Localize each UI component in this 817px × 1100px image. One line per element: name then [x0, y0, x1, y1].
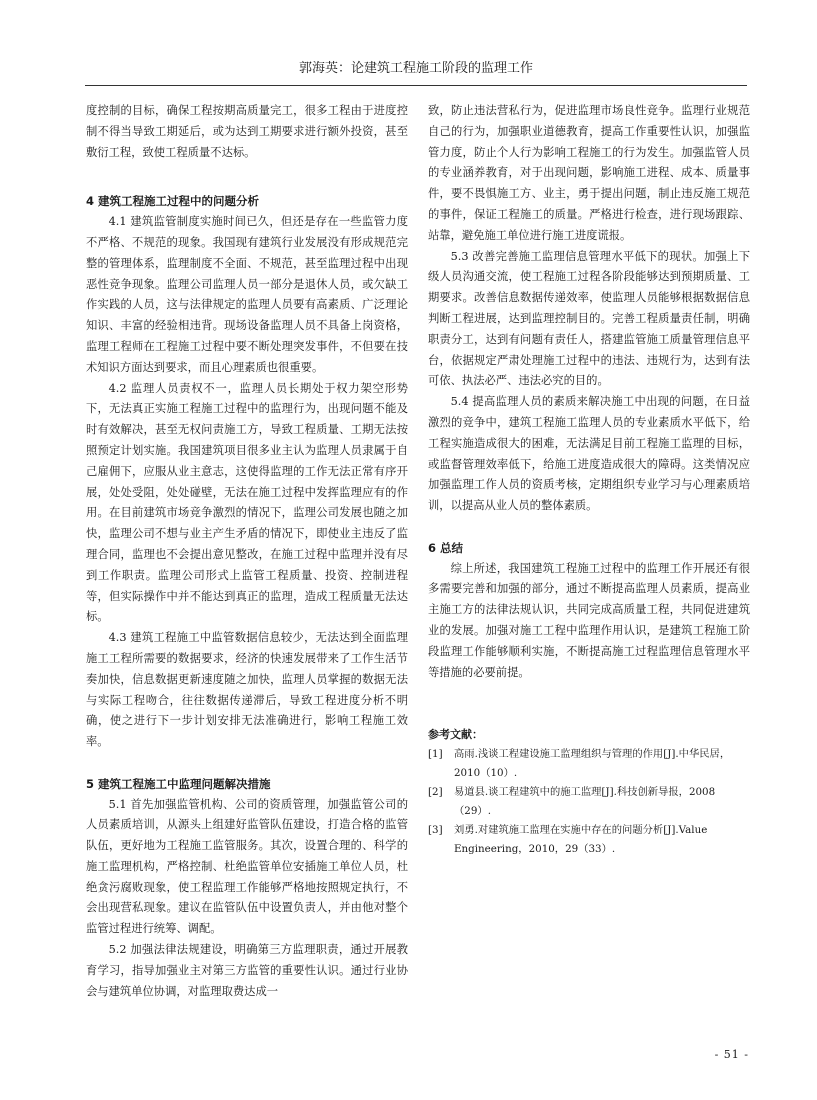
references-title: 参考文献：: [428, 727, 483, 741]
reference-item: [428, 783, 750, 821]
reference-number: [1]: [428, 747, 443, 760]
reference-item: [428, 821, 750, 859]
paragraph-5-2-continued: 致，防止违法营私行为，促进监理市场良性竞争。监理行业规范自己的行为，加强职业道德教育，提高工作重要性认识，加强监管力度，防止个人行为影响工程施工的行为发生。加强监管人员的专业涵养教育，对于出现问题，影响施工进程、成本、质量事件，要不畏惧施工方、业主，勇于提出问题，制止违反施工规范的事件，保证工程施工的质量。严格进行检查，进行现场跟踪、站靠，避免施工单位进行施工进度谎报。: [428, 104, 750, 242]
left-column: [86, 101, 408, 1002]
paragraph-continued: 度控制的目标，确保工程按期高质量完工，很多工程由于进度控制不得当导致工期延后，或为达到工期要求进行额外投资，甚至敷衍工程，致使工程质量不达标。: [86, 104, 408, 159]
reference-text: 刘勇.对建筑施工监理在实施中存在的问题分析[J].Value Engineering，2010，29（33）.: [454, 823, 708, 855]
header-rule: [85, 85, 747, 86]
section-heading-6: 6 总结: [428, 540, 464, 555]
reference-item: [428, 745, 750, 783]
right-column: [428, 101, 750, 859]
page-number: - 51 -: [714, 1048, 749, 1061]
section-heading-4: 4 建筑工程施工过程中的问题分析: [86, 194, 260, 209]
paragraph-5-1: 5.1 首先加强监管机构、公司的资质管理，加强监管公司的人员素质培训，从源头上组建好监管队伍建设，打造合格的监管队伍，更好地为工程施工监管服务。其次，设置合理的、科学的施工监理机构，严格控制、杜绝监管单位安插施工单位人员，杜绝贪污腐败现象，使工程监理工作能够严格地按照规定执行，不会出现营私现象。建议在监管队伍中设置负责人，并由他对整个监管过程进行统筹、调配。: [86, 797, 408, 936]
running-header: 郭海英：论建筑工程施工阶段的监理工作: [298, 61, 533, 76]
paragraph-5-3: 5.3 改善完善施工监理信息管理水平低下的现状。加强上下级人员沟通交流，使工程施工过程各阶段能够达到预期质量、工期要求。改善信息数据传递效率，使监理人员能够根据数据信息判断工程进展，达到监理控制目的。完善工程质量责任制，明确职责分工，达到有问题有责任人，搭建监管施工质量管理信息平台，依据规定严肃处理施工过程中的违法、违规行为，达到有法可依、执法必严、违法必究的目的。: [428, 249, 750, 388]
paragraph-4-1: 4.1 建筑监管制度实施时间已久，但还是存在一些监管力度不严格、不规范的现象。我国现有建筑行业发展没有形成规范完整的管理体系，监理制度不全面、不规范，甚至监理过程中出现恶性竞争现象。监理公司监理人员一部分是退休人员，或欠缺工作实践的人员，这与法律规定的监理人员要有高素质、广泛理论知识、丰富的经验相违背。现场设备监理人员不具备上岗资格，监理工程师在工程施工过程中要不断处理突发事件，不但要在技术知识方面达到要求，而且心理素质也很重要。: [86, 215, 408, 374]
reference-text: 易道县.谈工程建筑中的施工监理[J].科技创新导报，2008（29）.: [454, 785, 716, 817]
paragraph-6: 综上所述，我国建筑工程施工过程中的监理工作开展还有很多需要完善和加强的部分，通过不断提高监理人员素质，提高业主施工方的法律法规认识，共同完成高质量工程，共同促进建筑业的发展。加强对施工工程中监理作用认识，是建筑工程施工阶段监理工作能够顺利实施，不断提高施工过程监理信息管理水平等措施的必要前提。: [428, 561, 750, 679]
reference-number: [2]: [428, 785, 443, 798]
reference-list: [428, 745, 750, 859]
paragraph-5-4: 5.4 提高监理人员的素质来解决施工中出现的问题，在日益激烈的竞争中，建筑工程施工监理人员的专业素质水平低下，给工程实施造成很大的困难，无法满足目前工程施工监理的目标，或监督管理效率低下，给施工进度造成很大的障碍。这类情况应加强监理工作人员的资质考核，定期组织专业学习与心理素质培训，以提高从业人员的整体素质。: [428, 395, 750, 513]
section-heading-5: 5 建筑工程施工中监理问题解决措施: [86, 776, 271, 791]
reference-text: 高雨.浅谈工程建设施工监理组织与管理的作用[J].中华民居，2010（10）.: [454, 747, 731, 779]
paragraph-5-2: 5.2 加强法律法规建设，明确第三方监理职责，通过开展教育学习，指导加强业主对第三方监管的重要性认识。通过行业协会与建筑单位协调，对监理取费达成一: [86, 943, 408, 998]
paragraph-4-3: 4.3 建筑工程施工中监管数据信息较少，无法达到全面监理施工工程所需要的数据要求，经济的快速发展带来了工作生活节奏加快，信息数据更新速度随之加快，监理人员掌握的数据无法与实际工程吻合，往往数据传递滞后，导致工程进度分析不明确，使之进行下一步计划安排无法准确进行，影响工程施工效率。: [86, 631, 408, 749]
paragraph-4-2: 4.2 监理人员责权不一，监理人员长期处于权力架空形势下，无法真正实施工程施工过程中的监理行为，出现问题不能及时有效解决，甚至无权问责施工方，导致工程质量、工期无法按照预定计划实施。我国建筑项目很多业主认为监理人员隶属于自己雇佣下，应服从业主意志，这使得监理的工作无法正常有序开展，处处受阻，处处碰壁，无法在施工过程中发挥监理应有的作用。在目前建筑市场竞争激烈的情况下，监理公司发展也随之加快，监理公司不想与业主产生矛盾的情况下，即使业主违反了监理合同，监理也不会提出意见整改，在施工过程中监理并没有尽到工作职责。监理公司形式上监管工程质量、投资、控制进程等，但实际操作中并不能达到真正的监理，造成工程质量无法达标。: [86, 381, 408, 624]
reference-number: [3]: [428, 823, 443, 836]
